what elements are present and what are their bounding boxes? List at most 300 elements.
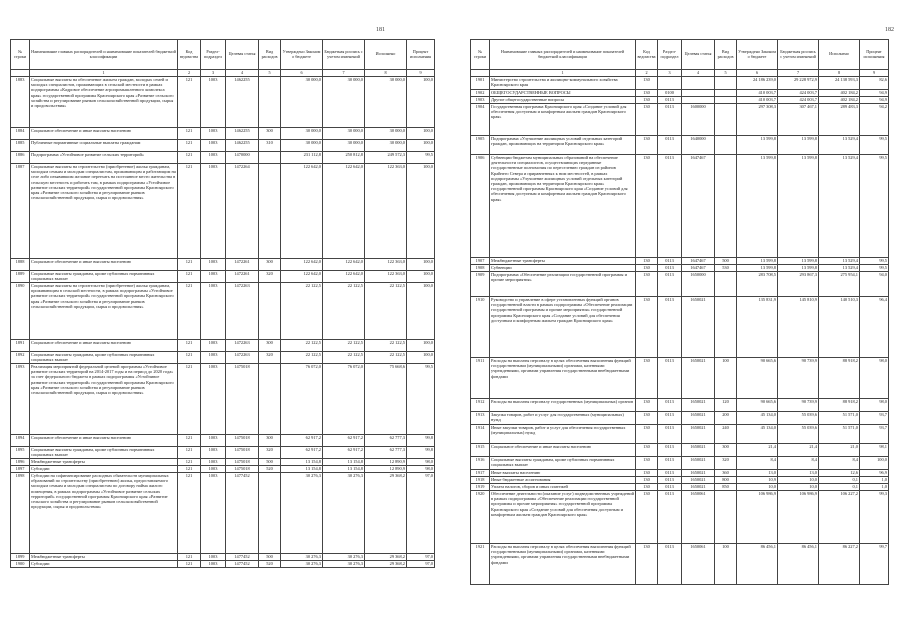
razdel-cell: 0113 [658, 484, 682, 491]
row-number-cell: 1898 [11, 473, 30, 554]
ved-code-cell: 121 [178, 561, 201, 568]
row-name-cell: Иные выплаты населению [490, 470, 636, 477]
execution-percent-cell: 97,0 [407, 561, 435, 568]
row-number-cell: 1918 [471, 477, 490, 484]
ved-code-cell: 121 [178, 283, 201, 340]
razdel-cell: 0113 [658, 457, 682, 470]
expense-type-cell [715, 297, 737, 358]
row-number-cell: 1900 [11, 561, 30, 568]
execution-percent-cell: 100,0 [407, 271, 435, 283]
row-number-cell: 1889 [11, 271, 30, 283]
execution-percent-cell: 99,5 [860, 155, 889, 258]
approved-amount-cell: 21,4 [737, 444, 778, 457]
executed-amount-cell: 12,6 [819, 470, 860, 477]
budget-list-amount-cell: 122 642,0 [323, 259, 365, 271]
approved-amount-cell: 22 122,5 [281, 283, 323, 340]
approved-amount-cell: 45 134,0 [737, 412, 778, 425]
executed-amount-cell: 12 890,9 [365, 466, 407, 473]
page-number: 182 [885, 27, 894, 33]
razdel-cell: 0113 [658, 272, 682, 297]
execution-percent-cell: 94,2 [860, 104, 889, 136]
table-row [471, 155, 889, 258]
row-number-cell: 1916 [471, 457, 490, 470]
execution-percent-cell: 100,0 [407, 352, 435, 364]
target-article-cell: 1640000 [682, 136, 715, 155]
table-row [471, 412, 889, 425]
execution-percent-cell: 100,0 [407, 164, 435, 259]
execution-percent-cell: 99,3 [860, 491, 889, 544]
razdel-cell: 1003 [201, 352, 226, 364]
expense-type-cell: 320 [259, 271, 281, 283]
target-article-cell: 1477452 [226, 561, 259, 568]
executed-amount-cell: 30 000,0 [365, 140, 407, 152]
table-row [471, 477, 889, 484]
table-row [471, 444, 889, 457]
column-header-isp: Исполнено [819, 40, 860, 70]
budget-list-amount-cell: 424 003,7 [778, 97, 819, 104]
execution-percent-cell: 82,6 [860, 77, 889, 90]
column-header-name: Наименование главных распорядителей и наименование показателей бюджетной классификации [490, 40, 636, 70]
expense-type-cell [259, 77, 281, 128]
row-number-cell: 1919 [471, 484, 490, 491]
expense-type-cell [715, 77, 737, 90]
expense-type-cell: 200 [715, 412, 737, 425]
table-row [471, 258, 889, 265]
ved-code-cell: 130 [636, 77, 658, 90]
table-row [11, 561, 435, 568]
row-number-cell: 1903 [471, 97, 490, 104]
expense-type-cell: 520 [259, 466, 281, 473]
row-number-cell: 1907 [471, 258, 490, 265]
ved-code-cell: 130 [636, 399, 658, 412]
budget-list-amount-cell: 30 000,0 [323, 140, 365, 152]
ved-code-cell: 130 [636, 265, 658, 272]
executed-amount-cell: 29 368,2 [365, 473, 407, 554]
expense-type-cell: 320 [715, 457, 737, 470]
table-row [11, 152, 435, 164]
approved-amount-cell: 231 112,8 [281, 152, 323, 164]
razdel-cell: 0113 [658, 544, 682, 585]
budget-list-amount-cell: 90 739,9 [778, 399, 819, 412]
column-number-cell: 1 [490, 70, 636, 77]
approved-amount-cell: 122 642,0 [281, 271, 323, 283]
approved-amount-cell: 106 986,9 [737, 491, 778, 544]
razdel-cell: 1003 [201, 473, 226, 554]
row-number-cell: 1883 [11, 77, 30, 128]
column-number-cell [11, 70, 30, 77]
execution-percent-cell: 99,8 [407, 435, 435, 447]
razdel-cell: 1003 [201, 152, 226, 164]
table-row [471, 297, 889, 358]
row-name-cell: Министерство строительства и жилищно-коммунального хозяйства Красноярского края [490, 77, 636, 90]
executed-amount-cell: 22 122,5 [365, 340, 407, 352]
row-number-cell: 1911 [471, 358, 490, 399]
row-number-cell: 1893 [11, 364, 30, 435]
executed-amount-cell: 8,4 [819, 457, 860, 470]
target-article-cell: 1650021 [682, 457, 715, 470]
execution-percent-cell: 99,5 [407, 152, 435, 164]
budget-list-amount-cell: 307 467,1 [778, 104, 819, 136]
expense-type-cell: 500 [259, 459, 281, 466]
row-name-cell: Иные закупки товаров, работ и услуг для обеспечения государственных (муниципальных) нужд [490, 425, 636, 444]
target-article-cell: 1470000 [226, 152, 259, 164]
expense-type-cell [259, 473, 281, 554]
row-name-cell: Государственная программа Красноярского края «Создание условий для обеспечения доступным и комфортным жильем граждан Красноярского края» [490, 104, 636, 136]
row-number-cell: 1909 [471, 272, 490, 297]
budget-list-amount-cell: 30 000,0 [323, 77, 365, 128]
table-row [11, 473, 435, 554]
razdel-cell: 0113 [658, 399, 682, 412]
column-number-cell [471, 70, 490, 77]
target-article-cell: 1475018 [226, 435, 259, 447]
column-header-rosp: Бюджетная роспись с учетом изменений [323, 40, 365, 70]
executed-amount-cell: 0,1 [819, 477, 860, 484]
row-number-cell: 1887 [11, 164, 30, 259]
table-row [471, 470, 889, 477]
table-row [471, 425, 889, 444]
column-header-utv: Утверждено Законом о бюджете [281, 40, 323, 70]
table-row [471, 544, 889, 585]
column-header-razdel: Раздел-подраздел [201, 40, 226, 70]
executed-amount-cell: 51 571,0 [819, 425, 860, 444]
expense-type-cell [259, 152, 281, 164]
row-name-cell: Социальное обеспечение и иные выплаты населению [490, 444, 636, 457]
budget-list-amount-cell: 13 599,8 [778, 258, 819, 265]
executed-amount-cell: 75 668,6 [365, 364, 407, 435]
executed-amount-cell: 122 363,0 [365, 259, 407, 271]
row-number-cell: 1891 [11, 340, 30, 352]
budget-list-amount-cell: 13,0 [778, 470, 819, 477]
executed-amount-cell: 30 000,0 [365, 128, 407, 140]
table-row [11, 447, 435, 459]
row-number-cell: 1896 [11, 459, 30, 466]
column-number-cell: 7 [778, 70, 819, 77]
ved-code-cell: 121 [178, 77, 201, 128]
column-number-cell: 6 [737, 70, 778, 77]
expense-type-cell: 850 [715, 484, 737, 491]
row-number-cell: 1884 [11, 128, 30, 140]
executed-amount-cell: 21,0 [819, 444, 860, 457]
approved-amount-cell: 30 000,0 [281, 128, 323, 140]
column-number-cell: 4 [682, 70, 715, 77]
target-article-cell: 1472264 [226, 164, 259, 259]
column-number-cell: 5 [715, 70, 737, 77]
execution-percent-cell: 94,9 [860, 90, 889, 97]
ved-code-cell: 121 [178, 259, 201, 271]
budget-list-amount-cell: 8,4 [778, 457, 819, 470]
expense-type-cell: 100 [715, 544, 737, 585]
execution-percent-cell: 94,0 [860, 272, 889, 297]
approved-amount-cell: 24 186 239,0 [737, 77, 778, 90]
target-article-cell: 1650021 [682, 358, 715, 399]
budget-list-amount-cell: 13 154,8 [323, 466, 365, 473]
execution-percent-cell: 98,0 [860, 358, 889, 399]
approved-amount-cell: 135 831,9 [737, 297, 778, 358]
execution-percent-cell: 99,5 [860, 265, 889, 272]
target-article-cell: 1647467 [682, 265, 715, 272]
table-row [11, 352, 435, 364]
row-number-cell: 1921 [471, 544, 490, 585]
target-article-cell: 1650021 [682, 399, 715, 412]
target-article-cell: 1475018 [226, 364, 259, 435]
target-article-cell: 1472263 [226, 340, 259, 352]
target-article-cell: 1650061 [682, 491, 715, 544]
budget-list-amount-cell: 145 810,9 [778, 297, 819, 358]
row-name-cell: Социальное обеспечение и иные выплаты населению [30, 259, 178, 271]
approved-amount-cell: 30 276,3 [281, 473, 323, 554]
razdel-cell: 1003 [201, 447, 226, 459]
header-row [11, 40, 435, 70]
row-name-cell: Субсидии [30, 561, 178, 568]
executed-amount-cell: 24 138 593,3 [819, 77, 860, 90]
razdel-cell: 0113 [658, 265, 682, 272]
target-article-cell: 1650021 [682, 425, 715, 444]
target-article-cell: 1462255 [226, 77, 259, 128]
approved-amount-cell: 10,9 [737, 477, 778, 484]
expense-type-cell [715, 136, 737, 155]
table-row [471, 272, 889, 297]
ved-code-cell: 130 [636, 544, 658, 585]
razdel-cell: 0113 [658, 358, 682, 399]
target-article-cell: 1647467 [682, 258, 715, 265]
ved-code-cell: 121 [178, 340, 201, 352]
razdel-cell: 1003 [201, 561, 226, 568]
expense-type-cell: 520 [259, 561, 281, 568]
ved-code-cell: 121 [178, 164, 201, 259]
execution-percent-cell: 99,8 [407, 447, 435, 459]
razdel-cell: 1003 [201, 364, 226, 435]
budget-list-amount-cell: 10,0 [778, 484, 819, 491]
expense-type-cell: 300 [259, 128, 281, 140]
column-header-num: № строки [471, 40, 490, 70]
row-number-cell: 1905 [471, 136, 490, 155]
budget-list-amount-cell: 30 276,3 [323, 561, 365, 568]
execution-percent-cell: 96,4 [860, 297, 889, 358]
executed-amount-cell: 289 483,3 [819, 104, 860, 136]
budget-list-amount-cell: 13 599,8 [778, 155, 819, 258]
executed-amount-cell: 51 571,0 [819, 412, 860, 425]
column-number-cell: 6 [281, 70, 323, 77]
execution-percent-cell: 100,0 [860, 457, 889, 470]
row-number-cell: 1894 [11, 435, 30, 447]
column-number-cell: 3 [201, 70, 226, 77]
row-name-cell: Субвенции [490, 265, 636, 272]
table-row [11, 364, 435, 435]
column-header-rosp: Бюджетная роспись с учетом изменений [778, 40, 819, 70]
target-article-cell: 1650021 [682, 477, 715, 484]
row-name-cell: Социальные выплаты на строительство (приобретение) жилья гражданам, молодым семьям и молодым специалистам, проживающим и работающим на селе либо изъявившим желание переехать на постоянное место жительства в сельскую местность и работать там, в рамках подпрограммы «Устойчивое развитие сельских территорий» государственной программы Красноярского края «Развитие сельского хозяйства и регулирование рынков сельскохозяйственной продукции, сырья и продовольствия» [30, 164, 178, 259]
execution-percent-cell: 99,5 [860, 136, 889, 155]
budget-list-amount-cell: 90 739,9 [778, 358, 819, 399]
razdel-cell: 0113 [658, 97, 682, 104]
budget-list-amount-cell: 30 000,0 [323, 128, 365, 140]
expense-type-cell [715, 491, 737, 544]
row-number-cell: 1886 [11, 152, 30, 164]
razdel-cell: 0113 [658, 425, 682, 444]
ved-code-cell: 130 [636, 425, 658, 444]
budget-list-amount-cell: 13 599,8 [778, 265, 819, 272]
table-row [471, 104, 889, 136]
ved-code-cell: 121 [178, 140, 201, 152]
column-number-cell: 2 [178, 70, 201, 77]
budget-list-amount-cell: 22 122,5 [323, 283, 365, 340]
target-article-cell: 1472261 [226, 259, 259, 271]
row-number-cell: 1899 [11, 554, 30, 561]
razdel-cell: 1003 [201, 466, 226, 473]
ved-code-cell: 130 [636, 491, 658, 544]
budget-list-amount-cell: 10,0 [778, 477, 819, 484]
execution-percent-cell: 1,0 [860, 484, 889, 491]
executed-amount-cell: 106 227,2 [819, 491, 860, 544]
table-row [471, 265, 889, 272]
row-number-cell: 1920 [471, 491, 490, 544]
execution-percent-cell: 94,9 [860, 97, 889, 104]
table-row [11, 164, 435, 259]
execution-percent-cell: 98,0 [407, 459, 435, 466]
execution-percent-cell: 100,0 [407, 259, 435, 271]
budget-list-amount-cell: 86 456,1 [778, 544, 819, 585]
ved-code-cell: 130 [636, 444, 658, 457]
table-row [11, 283, 435, 340]
target-article-cell: 1650000 [682, 272, 715, 297]
execution-percent-cell: 100,0 [407, 340, 435, 352]
column-header-pct: Процент исполнения [407, 40, 435, 70]
razdel-cell: 0113 [658, 470, 682, 477]
target-article-cell: 1475018 [226, 447, 259, 459]
target-article-cell: 1477452 [226, 473, 259, 554]
budget-list-amount-cell: 62 917,2 [323, 447, 365, 459]
execution-percent-cell: 100,0 [407, 128, 435, 140]
target-article-cell: 1650061 [682, 544, 715, 585]
razdel-cell: 0113 [658, 155, 682, 258]
approved-amount-cell: 13 154,8 [281, 459, 323, 466]
expense-type-cell [259, 283, 281, 340]
budget-list-amount-cell: 424 003,7 [778, 90, 819, 97]
page-number: 181 [376, 27, 385, 33]
razdel-cell: 1003 [201, 77, 226, 128]
budget-list-amount-cell: 293 867,3 [778, 272, 819, 297]
ved-code-cell: 130 [636, 484, 658, 491]
executed-amount-cell: 140 510,3 [819, 297, 860, 358]
row-name-cell: ОБЩЕГОСУДАРСТВЕННЫЕ ВОПРОСЫ [490, 90, 636, 97]
row-number-cell: 1901 [471, 77, 490, 90]
approved-amount-cell: 13 599,8 [737, 155, 778, 258]
ved-code-cell: 121 [178, 459, 201, 466]
expense-type-cell: 100 [715, 358, 737, 399]
approved-amount-cell: 62 917,2 [281, 435, 323, 447]
execution-percent-cell: 100,0 [407, 283, 435, 340]
target-article-cell: 1462255 [226, 140, 259, 152]
executed-amount-cell: 22 122,5 [365, 352, 407, 364]
ved-code-cell: 121 [178, 435, 201, 447]
row-name-cell: Подпрограмма «Улучшение жилищных условий отдельных категорий граждан, проживающих на территории Красноярского края» [490, 136, 636, 155]
column-header-num: № строки [11, 40, 30, 70]
execution-percent-cell: 96,9 [860, 470, 889, 477]
table-row [11, 77, 435, 128]
expense-type-cell [259, 164, 281, 259]
column-number-cell: 1 [30, 70, 178, 77]
approved-amount-cell: 13 599,8 [737, 136, 778, 155]
target-article-cell: 1600000 [682, 104, 715, 136]
column-number-cell: 9 [860, 70, 889, 77]
target-article-cell [682, 77, 715, 90]
column-header-pct: Процент исполнения [860, 40, 889, 70]
razdel-cell: 0113 [658, 258, 682, 265]
row-name-cell: Другие общегосударственные вопросы [490, 97, 636, 104]
expense-type-cell: 310 [259, 140, 281, 152]
column-header-utv: Утверждено Законом о бюджете [737, 40, 778, 70]
expense-type-cell [715, 90, 737, 97]
column-header-csr: Целевая статья [226, 40, 259, 70]
column-header-name: Наименование главных распорядителей и наименование показателей бюджетной классификации [30, 40, 178, 70]
row-name-cell: Подпрограмма «Устойчивое развитие сельских территорий» [30, 152, 178, 164]
target-article-cell: 1477452 [226, 554, 259, 561]
executed-amount-cell: 13 529,4 [819, 258, 860, 265]
expense-type-cell [715, 104, 737, 136]
row-name-cell: Субсидии [30, 466, 178, 473]
table-row [471, 97, 889, 104]
table-row [471, 77, 889, 90]
executed-amount-cell: 275 954,1 [819, 272, 860, 297]
row-number-cell: 1890 [11, 283, 30, 340]
expense-type-cell: 360 [715, 470, 737, 477]
row-name-cell: Социальные выплаты на обеспечение жильем граждан, молодых семей и молодых специалистов, проживающих в сельской местности в рамках подпрограммы «Кадровое обеспечение агропромышленного комплекса края» государственной программы Красноярского края «Развитие сельского хозяйства и регулирование рынков сельскохозяйственной продукции, сырья и продовольствия» [30, 77, 178, 128]
ved-code-cell: 121 [178, 466, 201, 473]
ved-code-cell: 130 [636, 90, 658, 97]
row-name-cell: Социальные выплаты на строительство (приобретение) жилья гражданам, проживающим в сельской местности, в рамках подпрограммы «Устойчивое развитие сельских территорий» государственной программы Красноярского края «Развитие сельского хозяйства и регулирование рынков сельскохозяйственной продукции, сырья и продовольствия» [30, 283, 178, 340]
ved-code-cell: 121 [178, 152, 201, 164]
table-row [471, 484, 889, 491]
expense-type-cell: 500 [259, 554, 281, 561]
target-article-cell: 1650021 [682, 412, 715, 425]
table-row [471, 399, 889, 412]
execution-percent-cell: 98,1 [860, 444, 889, 457]
approved-amount-cell: 22 122,5 [281, 340, 323, 352]
razdel-cell: 1003 [201, 271, 226, 283]
approved-amount-cell: 30 000,0 [281, 140, 323, 152]
execution-percent-cell: 93,7 [860, 425, 889, 444]
row-name-cell: Социальные выплаты гражданам, кроме публичных нормативных социальных выплат [30, 447, 178, 459]
column-number-cell: 7 [323, 70, 365, 77]
razdel-cell: 1003 [201, 128, 226, 140]
budget-list-amount-cell: 250 812,8 [323, 152, 365, 164]
row-name-cell: Публичные нормативные социальные выплаты гражданам [30, 140, 178, 152]
approved-amount-cell: 86 456,1 [737, 544, 778, 585]
table-row [11, 128, 435, 140]
row-name-cell: Межбюджетные трансферты [30, 554, 178, 561]
razdel-cell: 1003 [201, 140, 226, 152]
column-number-cell: 8 [819, 70, 860, 77]
razdel-cell: 0113 [658, 444, 682, 457]
executed-amount-cell: 12 890,9 [365, 459, 407, 466]
executed-amount-cell: 0,1 [819, 484, 860, 491]
razdel-cell: 0113 [658, 297, 682, 358]
expense-type-cell: 300 [259, 259, 281, 271]
expense-type-cell: 320 [259, 447, 281, 459]
row-name-cell: Межбюджетные трансферты [490, 258, 636, 265]
execution-percent-cell: 99,7 [860, 544, 889, 585]
budget-list-amount-cell: 21,4 [778, 444, 819, 457]
approved-amount-cell: 122 642,0 [281, 164, 323, 259]
ved-code-cell: 121 [178, 473, 201, 554]
table-row [471, 457, 889, 470]
executed-amount-cell: 62 777,3 [365, 447, 407, 459]
executed-amount-cell: 122 363,0 [365, 164, 407, 259]
budget-list-amount-cell: 13 154,8 [323, 459, 365, 466]
executed-amount-cell: 88 918,2 [819, 358, 860, 399]
row-name-cell: Подпрограмма «Обеспечение реализации государственной программы и прочие мероприятия» [490, 272, 636, 297]
executed-amount-cell: 13 529,4 [819, 155, 860, 258]
